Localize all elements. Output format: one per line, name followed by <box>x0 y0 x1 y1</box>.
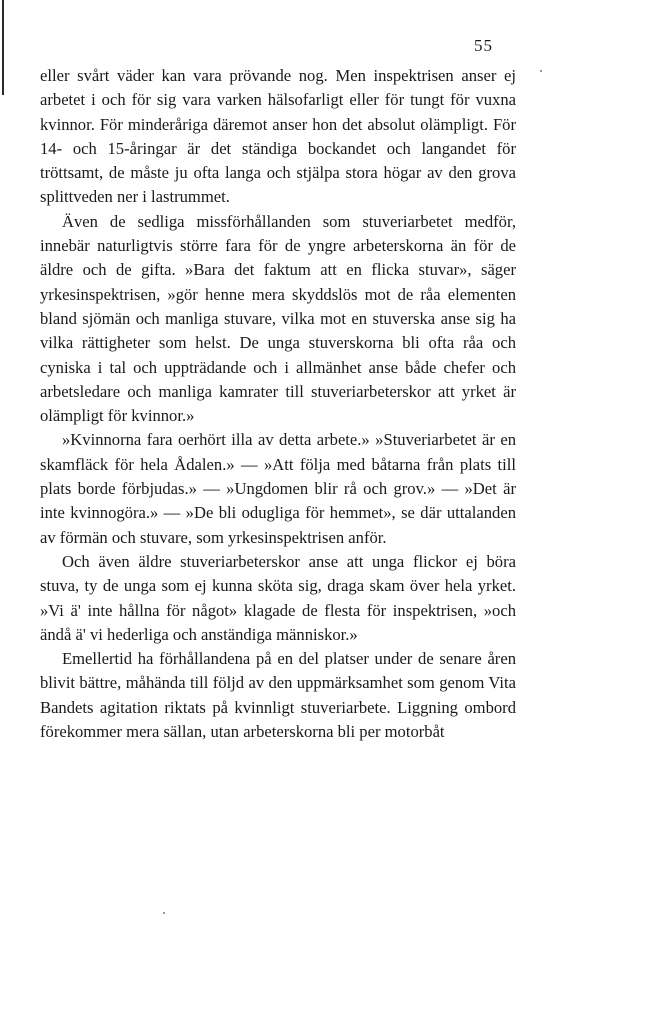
paragraph-5: Emellertid ha förhållandena på en del platser under de senare åren blivit bättre, måhända till följd av den uppmärksamhet som genom Vita Bandets agitation riktats på kvinnligt stuveriarbete. Liggning ombord förekommer mera sällan, utan arbeterskorna bli per motorbåt <box>40 649 516 742</box>
paper-speck <box>540 70 542 72</box>
paper-speck <box>163 912 165 914</box>
paragraph-3: »Kvinnorna fara oerhört illa av detta arbete.» »Stuveriarbetet är en skamfläck för hela Ådalen.» — »Att följa med båtarna från plats till plats borde förbjudas.» — »Ungdomen blir rå och grov.» — »Det är inte kvinnogöra.» — »De bli odugliga för hemmet», se där uttalanden av förmän och stuvare, som yrkesinspektrisen anför. <box>40 430 516 547</box>
body-text <box>40 64 516 744</box>
page-edge-line <box>2 0 4 95</box>
paragraph-2: Även de sedliga missförhållanden som stuveriarbetet medför, innebär naturligtvis större fara för de yngre arbeterskorna än för de äldre och de gifta. »Bara det faktum att en flicka stuvar», säger yrkesinspektrisen, »gör henne mera skyddslös mot de råa elementen bland sjömän och manliga stuvare, vilka mot en stuverska anse sig ha vilka rättigheter som helst. De unga stuverskorna bli ofta råa och cyniska i tal och uppträdande och i allmänhet anse både chefer och arbetsledare och manliga kamrater till stuveriarbeterskor att yrket är olämpligt för kvinnor.» <box>40 211 516 426</box>
paragraph-4: Och även äldre stuveriarbeterskor anse att unga flickor ej böra stuva, ty de unga som ej kunna sköta sig, draga skam över hela yrket. »Vi ä' inte hållna för något» klagade de flesta för inspektrisen, »och ändå ä' vi hederliga och anständiga människor.» <box>40 551 516 644</box>
paragraph-1: eller svårt väder kan vara prövande nog. Men inspektrisen anser ej arbetet i och för sig vara varken hälsofarligt eller för tungt för vuxna kvinnor. För minderåriga däremot anser hon det absolut olämpligt. För 14- och 15-åringar är det ständiga bockandet och langandet för tröttsamt, de måste ju ofta langa och stjälpa stora högar av den grova splittveden ner i lastrummet. <box>40 66 516 207</box>
page-number: 55 <box>474 36 493 55</box>
